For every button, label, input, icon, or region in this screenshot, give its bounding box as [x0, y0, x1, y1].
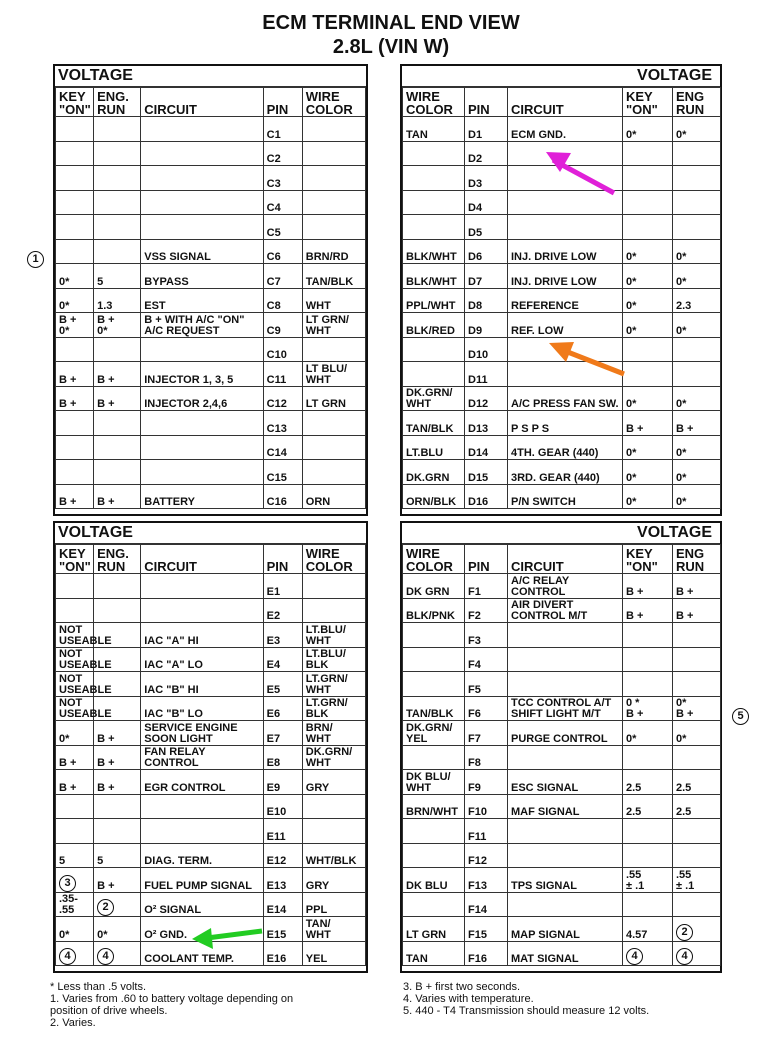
column-header-circuit: CIRCUIT	[141, 545, 263, 574]
cell-wire: BRN/WHT	[403, 794, 465, 819]
cell-pin: C1	[263, 117, 302, 142]
cell-eng: B +	[673, 411, 721, 436]
cell-pin: D12	[465, 386, 508, 411]
cell-key: 0*	[623, 117, 673, 142]
cell-wire: BLK/WHT	[403, 264, 465, 289]
column-header-eng: ENG RUN	[673, 545, 721, 574]
cell-circuit: IAC "A" HI	[141, 623, 263, 648]
cell-eng: 0*	[673, 484, 721, 509]
cell-circuit: 4TH. GEAR (440)	[508, 435, 623, 460]
cell-eng: 2.5	[673, 770, 721, 795]
cell-wire: LT.BLU/ WHT	[302, 623, 365, 648]
cell-wire: LT.GRN/ BLK	[302, 696, 365, 721]
note-marker-right: 5	[732, 708, 749, 725]
cell-circuit: INJECTOR 1, 3, 5	[141, 362, 263, 387]
cell-circuit: INJ. DRIVE LOW	[508, 239, 623, 264]
cell-key: B +	[56, 745, 94, 770]
cell-wire: BLK/WHT	[403, 239, 465, 264]
cell-circuit: MAF SIGNAL	[508, 794, 623, 819]
cell-pin: F3	[465, 623, 508, 648]
cell-circuit: O² GND.	[141, 917, 263, 942]
note-line: 4. Varies with temperature.	[403, 993, 534, 1005]
cell-pin: C13	[263, 411, 302, 436]
cell-pin: D6	[465, 239, 508, 264]
cell-eng: 0*	[673, 435, 721, 460]
cell-circuit: A/C PRESS FAN SW.	[508, 386, 623, 411]
cell-pin: F8	[465, 745, 508, 770]
voltage-heading: VOLTAGE	[402, 523, 720, 544]
cell-key: NOT USEABLE	[56, 672, 94, 697]
cell-pin: E4	[263, 647, 302, 672]
cell-wire: TAN/ WHT	[302, 917, 365, 942]
page-subtitle: 2.8L (VIN W)	[332, 36, 450, 58]
cell-eng: 1.3	[94, 288, 141, 313]
cell-key: B +	[56, 386, 94, 411]
cell-key: 0*	[56, 917, 94, 942]
cell-circuit: INJ. DRIVE LOW	[508, 264, 623, 289]
cell-circuit: INJECTOR 2,4,6	[141, 386, 263, 411]
column-header-pin: PIN	[465, 88, 508, 117]
cell-circuit: VSS SIGNAL	[141, 239, 263, 264]
cell-circuit: MAT SIGNAL	[508, 941, 623, 966]
cell-eng: 0*	[673, 386, 721, 411]
note-reference-circle: 2	[676, 924, 693, 941]
page-title: ECM TERMINAL END VIEW	[262, 12, 520, 34]
cell-pin: C14	[263, 435, 302, 460]
note-line: 5. 440 - T4 Transmission should measure 12 volts.	[403, 1005, 650, 1017]
cell-pin: F4	[465, 647, 508, 672]
cell-pin: D14	[465, 435, 508, 460]
cell-eng: 0*	[673, 264, 721, 289]
column-header-key: KEY "ON"	[56, 88, 94, 117]
cell-circuit: AIR DIVERT CONTROL M/T	[508, 598, 623, 623]
cell-circuit: FUEL PUMP SIGNAL	[141, 868, 263, 893]
cell-key: 0*	[623, 313, 673, 338]
cell-wire: BRN/ WHT	[302, 721, 365, 746]
cell-pin: F12	[465, 843, 508, 868]
cell-eng: 5	[94, 843, 141, 868]
cell-pin: E11	[263, 819, 302, 844]
cell-pin: C5	[263, 215, 302, 240]
cell-pin: C4	[263, 190, 302, 215]
cell-wire: PPL/WHT	[403, 288, 465, 313]
cell-eng: 2.3	[673, 288, 721, 313]
cell-key: B +	[623, 411, 673, 436]
cell-key: B +	[56, 770, 94, 795]
cell-eng: 0*	[673, 117, 721, 142]
cell-pin: E8	[263, 745, 302, 770]
cell-circuit: IAC "A" LO	[141, 647, 263, 672]
cell-pin: D5	[465, 215, 508, 240]
cell-key: .35- .55	[56, 892, 94, 917]
cell-wire: BLK/PNK	[403, 598, 465, 623]
cell-eng: B +	[94, 770, 141, 795]
cell-pin: C15	[263, 460, 302, 485]
cell-circuit: COOLANT TEMP.	[141, 941, 263, 966]
cell-pin: E5	[263, 672, 302, 697]
cell-wire: PPL	[302, 892, 365, 917]
note-marker-left: 1	[27, 251, 44, 268]
cell-circuit: FAN RELAY CONTROL	[141, 745, 263, 770]
note-line: 1. Varies from .60 to battery voltage depending on position of drive wheels.	[50, 993, 294, 1017]
cell-pin: C9	[263, 313, 302, 338]
cell-pin: D13	[465, 411, 508, 436]
cell-key: B +	[623, 598, 673, 623]
cell-eng: .55 ± .1	[673, 868, 721, 893]
column-header-eng: ENG RUN	[673, 88, 721, 117]
cell-pin: F2	[465, 598, 508, 623]
cell-key: 0*	[56, 288, 94, 313]
cell-key: 0 * B +	[623, 696, 673, 721]
voltage-heading: VOLTAGE	[402, 66, 720, 87]
column-header-pin: PIN	[263, 545, 302, 574]
cell-pin: C16	[263, 484, 302, 509]
cell-circuit: REFERENCE	[508, 288, 623, 313]
note-reference-circle: 4	[59, 948, 76, 965]
voltage-heading: VOLTAGE	[55, 523, 366, 544]
cell-pin: E12	[263, 843, 302, 868]
cell-pin: F14	[465, 892, 508, 917]
column-header-wire: WIRE COLOR	[302, 88, 365, 117]
note-reference-circle: 4	[97, 948, 114, 965]
cell-pin: E9	[263, 770, 302, 795]
cell-wire: TAN	[403, 941, 465, 966]
cell-pin: D2	[465, 141, 508, 166]
cell-pin: E15	[263, 917, 302, 942]
cell-key: 0*	[56, 264, 94, 289]
cell-pin: C7	[263, 264, 302, 289]
cell-pin: F7	[465, 721, 508, 746]
cell-pin: F6	[465, 696, 508, 721]
cell-eng: 0*	[673, 313, 721, 338]
cell-wire: DK.GRN/ WHT	[403, 386, 465, 411]
cell-pin: D7	[465, 264, 508, 289]
cell-key: NOT USEABLE	[56, 647, 94, 672]
note-reference-circle: 4	[676, 948, 693, 965]
cell-circuit: O² SIGNAL	[141, 892, 263, 917]
cell-pin: F15	[465, 917, 508, 942]
cell-key: B +	[623, 574, 673, 599]
cell-wire: TAN/BLK	[403, 411, 465, 436]
column-header-wire: WIRE COLOR	[403, 88, 465, 117]
cell-eng: 0* B +	[673, 696, 721, 721]
cell-wire: GRY	[302, 868, 365, 893]
cell-wire: YEL	[302, 941, 365, 966]
cell-key: 0*	[623, 484, 673, 509]
note-line: 2. Varies.	[50, 1017, 96, 1029]
cell-key: 0*	[623, 288, 673, 313]
cell-pin: F10	[465, 794, 508, 819]
cell-pin: F9	[465, 770, 508, 795]
cell-pin: E2	[263, 598, 302, 623]
column-header-circuit: CIRCUIT	[508, 88, 623, 117]
cell-circuit: BYPASS	[141, 264, 263, 289]
cell-key: 0*	[56, 721, 94, 746]
cell-eng: B +	[673, 574, 721, 599]
cell-pin: C6	[263, 239, 302, 264]
cell-pin: E14	[263, 892, 302, 917]
cell-circuit: EGR CONTROL	[141, 770, 263, 795]
cell-wire: WHT/BLK	[302, 843, 365, 868]
cell-eng: 0*	[94, 917, 141, 942]
cell-key: 0*	[623, 435, 673, 460]
cell-pin: C8	[263, 288, 302, 313]
cell-circuit: BATTERY	[141, 484, 263, 509]
cell-eng: 0*	[673, 239, 721, 264]
cell-wire: ORN	[302, 484, 365, 509]
cell-circuit: ESC SIGNAL	[508, 770, 623, 795]
green-arrow	[207, 931, 262, 938]
cell-eng: 5	[94, 264, 141, 289]
cell-eng: B +	[94, 868, 141, 893]
cell-eng: 0*	[673, 460, 721, 485]
cell-circuit: P S P S	[508, 411, 623, 436]
cell-circuit: IAC "B" HI	[141, 672, 263, 697]
column-header-pin: PIN	[465, 545, 508, 574]
cell-key: B +	[56, 484, 94, 509]
cell-pin: E16	[263, 941, 302, 966]
cell-eng: 2.5	[673, 794, 721, 819]
cell-eng: 0*	[673, 721, 721, 746]
cell-pin: C12	[263, 386, 302, 411]
cell-eng: B +	[94, 386, 141, 411]
cell-circuit: ECM GND.	[508, 117, 623, 142]
cell-pin: D4	[465, 190, 508, 215]
cell-key: 0*	[623, 721, 673, 746]
cell-eng: B +	[94, 362, 141, 387]
cell-circuit: A/C RELAY CONTROL	[508, 574, 623, 599]
cell-pin: D8	[465, 288, 508, 313]
cell-wire: BRN/RD	[302, 239, 365, 264]
voltage-heading: VOLTAGE	[55, 66, 366, 87]
cell-pin: C11	[263, 362, 302, 387]
column-header-circuit: CIRCUIT	[508, 545, 623, 574]
cell-circuit: TCC CONTROL A/T SHIFT LIGHT M/T	[508, 696, 623, 721]
column-header-wire: WIRE COLOR	[403, 545, 465, 574]
cell-key: 2.5	[623, 770, 673, 795]
cell-wire: TAN/BLK	[403, 696, 465, 721]
cell-pin: E10	[263, 794, 302, 819]
column-header-key: KEY "ON"	[623, 545, 673, 574]
cell-key: 0*	[623, 386, 673, 411]
cell-key: B +	[56, 362, 94, 387]
column-header-eng: ENG. RUN	[94, 545, 141, 574]
cell-key: NOT USEABLE	[56, 696, 94, 721]
cell-pin: F16	[465, 941, 508, 966]
cell-pin: D3	[465, 166, 508, 191]
column-header-pin: PIN	[263, 88, 302, 117]
note-line: 3. B + first two seconds.	[403, 981, 521, 993]
cell-wire: LT GRN	[403, 917, 465, 942]
cell-circuit: TPS SIGNAL	[508, 868, 623, 893]
cell-pin: D1	[465, 117, 508, 142]
cell-circuit: MAP SIGNAL	[508, 917, 623, 942]
cell-pin: D10	[465, 337, 508, 362]
cell-pin: F1	[465, 574, 508, 599]
cell-pin: D9	[465, 313, 508, 338]
cell-pin: E3	[263, 623, 302, 648]
note-reference-circle: 2	[97, 899, 114, 916]
cell-eng: B +	[94, 745, 141, 770]
cell-pin: E6	[263, 696, 302, 721]
cell-wire: LT.BLU/ BLK	[302, 647, 365, 672]
column-header-key: KEY "ON"	[56, 545, 94, 574]
cell-key: B + 0*	[56, 313, 94, 338]
cell-wire: LT.BLU	[403, 435, 465, 460]
cell-circuit: REF. LOW	[508, 313, 623, 338]
cell-circuit: SERVICE ENGINE SOON LIGHT	[141, 721, 263, 746]
cell-wire: TAN	[403, 117, 465, 142]
cell-wire: DK BLU/ WHT	[403, 770, 465, 795]
note-line: * Less than .5 volts.	[50, 981, 146, 993]
cell-eng: B +	[94, 721, 141, 746]
column-header-eng: ENG. RUN	[94, 88, 141, 117]
cell-pin: E13	[263, 868, 302, 893]
cell-key: .55 ± .1	[623, 868, 673, 893]
cell-wire: LT BLU/ WHT	[302, 362, 365, 387]
cell-wire: DK BLU	[403, 868, 465, 893]
cell-wire: TAN/BLK	[302, 264, 365, 289]
cell-key: 5	[56, 843, 94, 868]
column-header-circuit: CIRCUIT	[141, 88, 263, 117]
cell-eng: B +	[94, 484, 141, 509]
cell-pin: F5	[465, 672, 508, 697]
green-arrowhead	[192, 928, 213, 949]
cell-pin: C10	[263, 337, 302, 362]
cell-key: 0*	[623, 264, 673, 289]
note-reference-circle: 4	[626, 948, 643, 965]
cell-wire: LT.GRN/ WHT	[302, 672, 365, 697]
note-reference-circle: 3	[59, 875, 76, 892]
cell-wire: LT GRN/ WHT	[302, 313, 365, 338]
cell-circuit: IAC "B" LO	[141, 696, 263, 721]
cell-circuit: 3RD. GEAR (440)	[508, 460, 623, 485]
cell-eng: B + 0*	[94, 313, 141, 338]
cell-pin: F13	[465, 868, 508, 893]
cell-wire: LT GRN	[302, 386, 365, 411]
cell-key: 4.57	[623, 917, 673, 942]
cell-pin: D16	[465, 484, 508, 509]
cell-pin: D11	[465, 362, 508, 387]
cell-wire: DK GRN	[403, 574, 465, 599]
cell-wire: DK.GRN/ YEL	[403, 721, 465, 746]
cell-pin: C3	[263, 166, 302, 191]
cell-eng: B +	[673, 598, 721, 623]
column-header-key: KEY "ON"	[623, 88, 673, 117]
cell-wire: ORN/BLK	[403, 484, 465, 509]
cell-pin: D15	[465, 460, 508, 485]
cell-key: NOT USEABLE	[56, 623, 94, 648]
cell-wire: DK.GRN	[403, 460, 465, 485]
cell-key: 2.5	[623, 794, 673, 819]
cell-key: 0*	[623, 460, 673, 485]
cell-pin: F11	[465, 819, 508, 844]
cell-wire: BLK/RED	[403, 313, 465, 338]
cell-circuit: B + WITH A/C "ON" A/C REQUEST	[141, 313, 263, 338]
cell-circuit: PURGE CONTROL	[508, 721, 623, 746]
cell-circuit: DIAG. TERM.	[141, 843, 263, 868]
cell-wire: GRY	[302, 770, 365, 795]
cell-pin: C2	[263, 141, 302, 166]
cell-wire: DK.GRN/ WHT	[302, 745, 365, 770]
cell-circuit: P/N SWITCH	[508, 484, 623, 509]
cell-pin: E7	[263, 721, 302, 746]
cell-wire: WHT	[302, 288, 365, 313]
cell-circuit: EST	[141, 288, 263, 313]
cell-key: 0*	[623, 239, 673, 264]
cell-pin: E1	[263, 574, 302, 599]
column-header-wire: WIRE COLOR	[302, 545, 365, 574]
